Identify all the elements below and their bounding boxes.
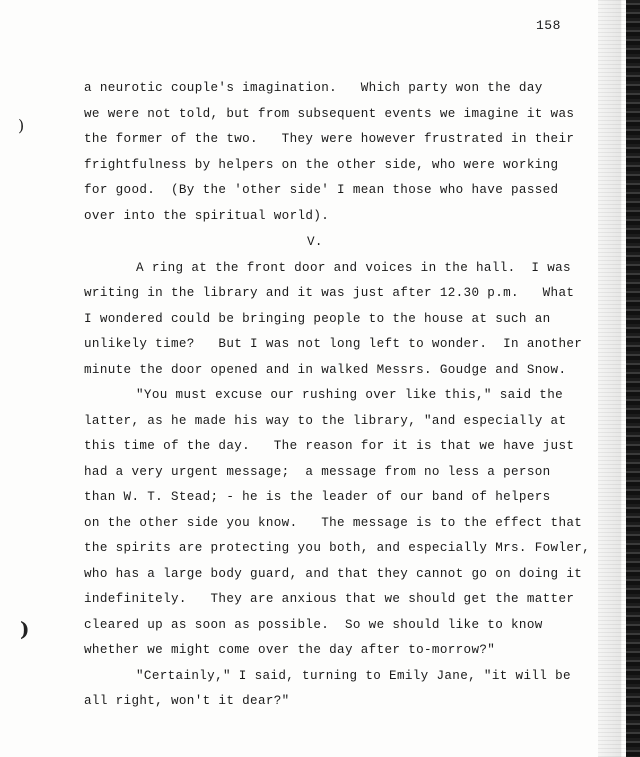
text-line: for good. (By the 'other side' I mean those who have passed	[84, 183, 559, 197]
text-line: the spirits are protecting you both, and especially Mrs. Fowler,	[84, 541, 591, 555]
margin-mark-lower: )	[20, 617, 30, 641]
text-line: over into the spiritual world).	[84, 209, 330, 223]
text-line: than W. T. Stead; - he is the leader of our band of helpers	[84, 490, 551, 504]
text-line: had a very urgent message; a message from no less a person	[84, 465, 551, 479]
text-line: indefinitely. They are anxious that we should get the matter	[84, 592, 575, 606]
text-line: A ring at the front door and voices in the hall. I was	[136, 261, 571, 275]
text-line: "Certainly," I said, turning to Emily Jane, "it will be	[136, 669, 571, 683]
text-line: all right, won't it dear?"	[84, 694, 290, 708]
text-line: who has a large body guard, and that they cannot go on doing it	[84, 567, 583, 581]
scan-edge-binding	[626, 0, 640, 757]
section-heading: V.	[307, 235, 323, 249]
text-line: on the other side you know. The message is to the effect that	[84, 516, 583, 530]
text-line: a neurotic couple's imagination. Which party won the day	[84, 81, 543, 95]
text-line: we were not told, but from subsequent events we imagine it was	[84, 107, 575, 121]
text-line: latter, as he made his way to the library, "and especially at	[84, 414, 567, 428]
text-line: "You must excuse our rushing over like this," said the	[136, 388, 564, 402]
text-line: I wondered could be bringing people to the house at such an	[84, 312, 551, 326]
text-line: the former of the two. They were however frustrated in their	[84, 132, 575, 146]
margin-mark-upper: )	[18, 116, 25, 135]
text-line: writing in the library and it was just after 12.30 p.m. What	[84, 286, 575, 300]
page-number: 158	[536, 18, 561, 33]
text-line: whether we might come over the day after to-morrow?"	[84, 643, 496, 657]
text-line: unlikely time? But I was not long left to wonder. In another	[84, 337, 583, 351]
text-line: frightfulness by helpers on the other side, who were working	[84, 158, 559, 172]
text-line: cleared up as soon as possible. So we should like to know	[84, 618, 543, 632]
text-line: this time of the day. The reason for it is that we have just	[84, 439, 575, 453]
text-line: minute the door opened and in walked Messrs. Goudge and Snow.	[84, 363, 567, 377]
